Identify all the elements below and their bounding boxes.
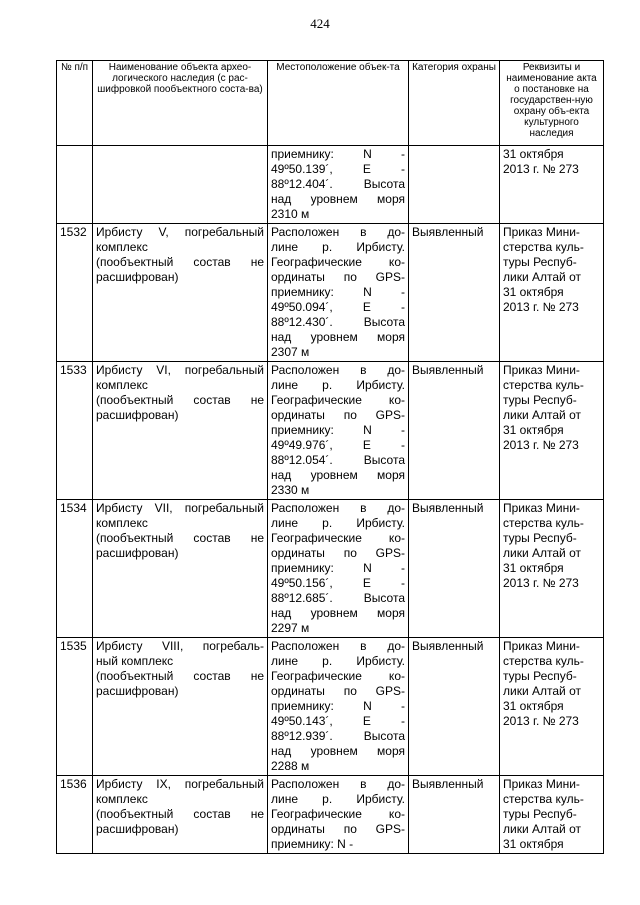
protection-category: Выявленный (409, 776, 500, 854)
cell-line: 2013 г. № 273 (503, 576, 579, 590)
cell-line: стерства куль- (503, 516, 584, 530)
cell-line: комплекс (96, 792, 148, 806)
cell-line: 88º12.054´. Высота (271, 453, 405, 467)
cell-line: Приказ Мини- (503, 225, 580, 239)
cell-line: стерства куль- (503, 792, 584, 806)
header-number: № п/п (57, 61, 93, 146)
cell-line: 2013 г. № 273 (503, 300, 579, 314)
cell-line: туры Респуб- (503, 255, 577, 269)
cell-line: расшифрован) (96, 270, 179, 284)
cell-line: расшифрован) (96, 684, 179, 698)
cell-line: Ирбисту V, погребальный (96, 225, 264, 239)
protection-category (409, 146, 500, 224)
cell-line: (пообъектный состав не (96, 255, 264, 269)
cell-line: ординаты по GPS- (271, 822, 405, 836)
cell-line: комплекс (96, 378, 148, 392)
cell-line: 2013 г. № 273 (503, 162, 579, 176)
cell-line: 2013 г. № 273 (503, 714, 579, 728)
cell-line: Приказ Мини- (503, 501, 580, 515)
act-requisites (500, 224, 604, 362)
cell-line: приемнику: N - (271, 837, 354, 851)
cell-line: Приказ Мини- (503, 363, 580, 377)
cell-line: Географические ко- (271, 531, 405, 545)
row-number (57, 146, 93, 224)
cell-line: расшифрован) (96, 822, 179, 836)
cell-line: (пообъектный состав не (96, 531, 264, 545)
header-protection-category: Категория охраны (409, 61, 500, 146)
cell-line: комплекс (96, 240, 148, 254)
cell-line: 88º12.430´. Высота (271, 315, 405, 329)
cell-line: 88º12.939´. Высота (271, 729, 405, 743)
cell-line: 49º50.094´, E - (271, 300, 405, 314)
object-name (93, 224, 268, 362)
cell-line: 88º12.404´. Высота (271, 177, 405, 191)
object-name (93, 362, 268, 500)
cell-line: 49º50.143´, E - (271, 714, 405, 728)
object-name (93, 776, 268, 854)
object-location (268, 224, 409, 362)
cell-line: 31 октября (503, 699, 564, 713)
object-name (93, 638, 268, 776)
cell-line: расшифрован) (96, 546, 179, 560)
cell-line: стерства куль- (503, 654, 584, 668)
cell-line: лине р. Ирбисту. (271, 378, 405, 392)
cell-line: туры Респуб- (503, 807, 577, 821)
cell-line: 31 октября (503, 423, 564, 437)
cell-line: Расположен в до- (271, 501, 405, 515)
cell-line: Географические ко- (271, 807, 405, 821)
cell-line: Ирбисту VII, погребальный (96, 501, 264, 515)
cell-line: лине р. Ирбисту. (271, 792, 405, 806)
cell-line: лине р. Ирбисту. (271, 516, 405, 530)
header-act-requisites: Реквизиты и наименование акта о постановке на государствен-ную охрану объ-екта культурного наследия (500, 61, 604, 146)
cell-line: (пообъектный состав не (96, 393, 264, 407)
cell-line: комплекс (96, 516, 148, 530)
object-location (268, 638, 409, 776)
cell-line: туры Респуб- (503, 393, 577, 407)
protection-category: Выявленный (409, 638, 500, 776)
cell-line: 2288 м (271, 759, 310, 773)
cell-line: (пообъектный состав не (96, 669, 264, 683)
cell-line: Расположен в до- (271, 777, 405, 791)
table-row (57, 776, 604, 854)
cell-line: 49º49.976´, E - (271, 438, 405, 452)
cell-line: лики Алтай от (503, 270, 581, 284)
table-row (57, 224, 604, 362)
cell-line: над уровнем моря (271, 330, 405, 344)
cell-line: Ирбисту VI, погребальный (96, 363, 264, 377)
cell-line: приемнику: N - (271, 423, 405, 437)
cell-line: приемнику: N - (271, 561, 405, 575)
cell-line: ординаты по GPS- (271, 408, 405, 422)
cell-line: 2297 м (271, 621, 310, 635)
cell-line: Географические ко- (271, 393, 405, 407)
row-number: 1536 (57, 776, 93, 854)
cell-line: Приказ Мини- (503, 777, 580, 791)
object-name (93, 146, 268, 224)
act-requisites (500, 776, 604, 854)
cell-line: над уровнем моря (271, 744, 405, 758)
protection-category: Выявленный (409, 224, 500, 362)
cell-line: 49º50.139´, E - (271, 162, 405, 176)
cell-line: расшифрован) (96, 408, 179, 422)
cell-line: стерства куль- (503, 240, 584, 254)
cell-line: лики Алтай от (503, 408, 581, 422)
table-row (57, 362, 604, 500)
row-number: 1533 (57, 362, 93, 500)
table-body (57, 146, 604, 854)
cell-line: 49º50.156´, E - (271, 576, 405, 590)
cell-line: Географические ко- (271, 255, 405, 269)
cell-line: лине р. Ирбисту. (271, 654, 405, 668)
cell-line: лики Алтай от (503, 684, 581, 698)
cell-line: туры Респуб- (503, 531, 577, 545)
cell-line: над уровнем моря (271, 192, 405, 206)
cell-line: ный комплекс (96, 654, 174, 668)
protection-category: Выявленный (409, 500, 500, 638)
cell-line: Приказ Мини- (503, 639, 580, 653)
cell-line: 88º12.685´. Высота (271, 591, 405, 605)
row-number: 1534 (57, 500, 93, 638)
cell-line: над уровнем моря (271, 606, 405, 620)
cell-line: Расположен в до- (271, 225, 405, 239)
cell-line: приемнику: N - (271, 147, 405, 161)
table-row (57, 638, 604, 776)
cell-line: 2307 м (271, 345, 310, 359)
cell-line: 2330 м (271, 483, 310, 497)
header-object-name: Наименование объекта архео-логического наследия (с рас-шифровкой пообъектного соста-ва) (93, 61, 268, 146)
table-header-row (57, 61, 604, 146)
act-requisites (500, 638, 604, 776)
act-requisites (500, 146, 604, 224)
act-requisites (500, 362, 604, 500)
cell-line: 31 октября (503, 147, 564, 161)
cell-line: лики Алтай от (503, 546, 581, 560)
cell-line: лине р. Ирбисту. (271, 240, 405, 254)
cell-line: Расположен в до- (271, 639, 405, 653)
cell-line: приемнику: N - (271, 285, 405, 299)
object-name (93, 500, 268, 638)
cell-line: Ирбисту VIII, погребаль- (96, 639, 264, 653)
cell-line: Ирбисту IX, погребальный (96, 777, 264, 791)
cell-line: 31 октября (503, 285, 564, 299)
cell-line: ординаты по GPS- (271, 684, 405, 698)
cell-line: 2013 г. № 273 (503, 438, 579, 452)
cell-line: 31 октября (503, 837, 564, 851)
cell-line: 31 октября (503, 561, 564, 575)
cell-line: над уровнем моря (271, 468, 405, 482)
cell-line: стерства куль- (503, 378, 584, 392)
cell-line: ординаты по GPS- (271, 270, 405, 284)
cell-line: Географические ко- (271, 669, 405, 683)
table-row (57, 500, 604, 638)
protection-category: Выявленный (409, 362, 500, 500)
cell-line: ординаты по GPS- (271, 546, 405, 560)
cell-line: приемнику: N - (271, 699, 405, 713)
cell-line: лики Алтай от (503, 822, 581, 836)
table-row (57, 146, 604, 224)
object-location (268, 146, 409, 224)
row-number: 1535 (57, 638, 93, 776)
cell-line: (пообъектный состав не (96, 807, 264, 821)
heritage-registry-table (56, 60, 604, 854)
cell-line: Расположен в до- (271, 363, 405, 377)
cell-line: 2310 м (271, 207, 310, 221)
act-requisites (500, 500, 604, 638)
object-location (268, 500, 409, 638)
object-location (268, 776, 409, 854)
page-number: 424 (310, 16, 330, 31)
row-number: 1532 (57, 224, 93, 362)
cell-line: туры Респуб- (503, 669, 577, 683)
object-location (268, 362, 409, 500)
header-location: Местоположение объек-та (268, 61, 409, 146)
